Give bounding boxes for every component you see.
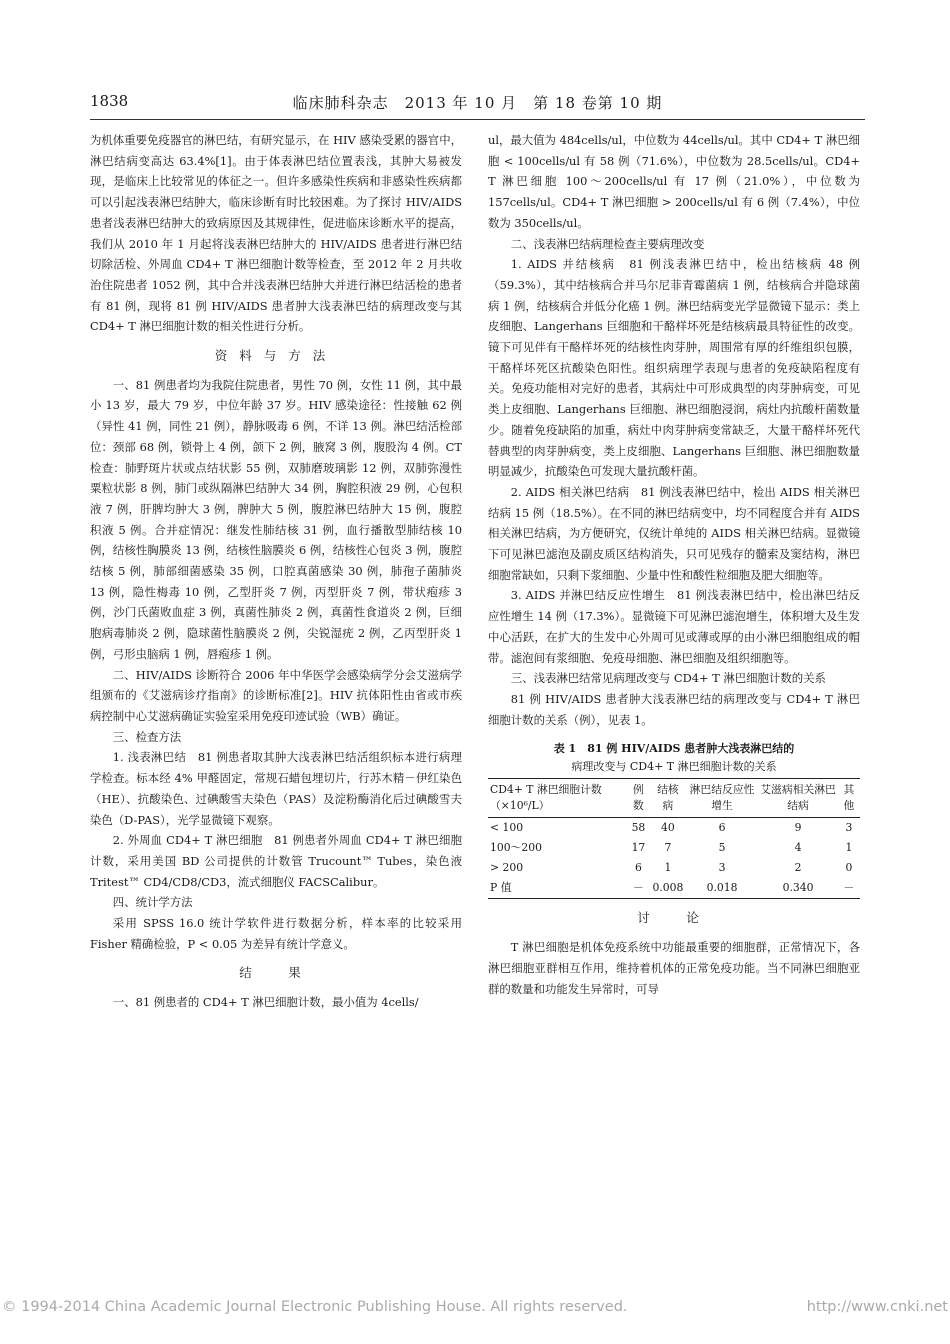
table-cell: 0 bbox=[845, 861, 853, 875]
table-cell: 40 bbox=[661, 821, 675, 835]
table-label: 表 1 bbox=[553, 742, 577, 756]
table-caption-line2: 病理改变与 CD4+ T 淋巴细胞计数的关系 bbox=[571, 760, 777, 774]
table-cell: 4 bbox=[794, 841, 802, 855]
table-cell: 58 bbox=[631, 821, 646, 835]
paragraph: 1. 浅表淋巴结 81 例患者取其肿大浅表淋巴结活组织标本进行病理学检查。标本经 4% 甲醛固定，常规石蜡包埋切片，行苏木精－伊红染色（HE）、抗酸染色、过碘酸雪夫染色（PAS）及淀粉酶消化后过碘酸雪夫染色（D-PAS），光学显微镜下观察。 bbox=[90, 750, 462, 827]
table-cell: > 200 bbox=[490, 861, 524, 875]
paragraph: 三、浅表淋巴结常见病理改变与 CD4+ T 淋巴细胞计数的关系 bbox=[510, 671, 826, 686]
table-cell: － bbox=[838, 878, 860, 899]
table-cell: 17 bbox=[631, 841, 646, 855]
table-cell: 0.008 bbox=[650, 878, 686, 899]
paragraph: T 淋巴细胞是机体免疫系统中功能最重要的细胞群，正常情况下，各淋巴细胞亚群相互作用，维持着机体的正常免疫功能。当不同淋巴细胞亚群的数量和功能发生异常时，可导 bbox=[488, 940, 860, 996]
right-column-body bbox=[488, 130, 860, 730]
table-cell: 1 bbox=[845, 841, 853, 855]
table-header-cell: 结核病 bbox=[650, 779, 686, 818]
table-header-cell: 其他 bbox=[838, 779, 860, 818]
paragraph: 2. AIDS 相关淋巴结病 81 例浅表淋巴结中，检出 AIDS 相关淋巴结病 15 例（18.5%）。在不同的淋巴结病变中，均不同程度合并有 AIDS 相关淋巴结病，为方便研究，仅统计单纯的 AIDS 相关淋巴结病。显微镜下可见淋巴滤泡及副皮质区结构消失，只可见残存的髓索及窦结构，淋巴细胞常缺如，只剩下浆细胞、少量中性和酸性粒细胞及肥大细胞等。 bbox=[488, 484, 860, 582]
table-header-cell: CD4+ T 淋巴细胞计数（×10⁶/L） bbox=[488, 779, 627, 818]
paragraph: 为机体重要免疫器官的淋巴结，有研究显示，在 HIV 感染受累的器官中，淋巴结病变高达 63.4%[1]。由于体表淋巴结位置表浅，其肿大易被发现，是临床上比较常见的体征之一。但许多感染性疾病和非感染性疾病都可以引起浅表淋巴结肿大，临床诊断有时比较困难。为了探讨 HIV/AIDS 患者浅表淋巴结肿大的致病原因及其规律性，促进临床诊断水平的提高，我们从 2010 年 1 月起将浅表淋巴结肿大的 HIV/AIDS 患者进行淋巴结切除活检、外周血 CD4+ T 淋巴细胞计数等检查，至 2012 年 2 月共收治住院患者 1052 例，其中合并浅表淋巴结肿大并进行淋巴结活检的患者有 81 例，现将 81 例 HIV/AIDS 患者肿大浅表淋巴结的病理改变与其 CD4+ T 淋巴细胞计数的相关性进行分析。 bbox=[90, 133, 462, 334]
paragraph: 三、检查方法 bbox=[112, 729, 182, 744]
table-header-cell: 淋巴结反应性增生 bbox=[686, 779, 758, 818]
copyright-notice: © 1994-2014 China Academic Journal Electronic Publishing House. All rights reserved. bbox=[2, 1299, 628, 1315]
paragraph: 81 例 HIV/AIDS 患者肿大浅表淋巴结的病理改变与 CD4+ T 淋巴细胞计数的关系（例），见表 1。 bbox=[488, 691, 860, 727]
table-cell: 9 bbox=[794, 821, 802, 835]
results-table bbox=[488, 778, 860, 899]
paragraph: 一、81 例患者的 CD4+ T 淋巴细胞计数，最小值为 4cells/ bbox=[112, 995, 419, 1010]
table-row bbox=[488, 838, 860, 858]
paragraph: 采用 SPSS 16.0 统计学软件进行数据分析，样本率的比较采用 Fisher 精确检验，P < 0.05 为差异有统计学意义。 bbox=[90, 916, 462, 951]
paragraph: 3. AIDS 并淋巴结反应性增生 81 例浅表淋巴结中，检出淋巴结反应性增生 14 例（17.3%）。显微镜下可见淋巴滤泡增生，体积增大及生发中心活跃，在扩大的生发中心外周可见或薄或厚的由小淋巴细胞组成的帽带。滤泡间有浆细胞、免疫母细胞、淋巴细胞及组织细胞等。 bbox=[488, 588, 860, 665]
table-cell: < 100 bbox=[490, 821, 524, 835]
table-cell: P 值 bbox=[488, 878, 627, 899]
table-cell: 3 bbox=[718, 861, 726, 875]
table-cell: 0.018 bbox=[686, 878, 758, 899]
paragraph: 1. AIDS 并结核病 81 例浅表淋巴结中，检出结核病 48 例（59.3%），其中结核病合并马尔尼菲青霉菌病 1 例，结核病合并隐球菌病 1 例，结核病合并低分化癌 1 例。淋巴结病变光学显微镜下显示：类上皮细胞、Langerhans 巨细胞和干酪样坏死是结核病最具特征性的改变。镜下可见伴有干酪样坏死的结核性肉芽肿，周围常有厚的纤维组织包膜，干酪样坏死区抗酸染色阳性。组织病理学表现与患者的免疫缺陷程度有关。免疫功能相对完好的患者，其病灶中可形成典型的肉芽肿病变，可见类上皮细胞、Langerhans 巨细胞、淋巴细胞浸润，病灶内抗酸杆菌数量少。随着免疫缺陷的加重，病灶中肉芽肿病变常缺乏，大量干酪样坏死代替典型的肉芽肿病变，类上皮细胞、Langerhans 巨细胞、淋巴细胞数量明显减少，抗酸染色可发现大量抗酸杆菌。 bbox=[488, 257, 860, 479]
paragraph: 四、统计学方法 bbox=[112, 895, 193, 910]
table-cell: － bbox=[627, 878, 650, 899]
table-cell: 5 bbox=[718, 841, 726, 855]
paragraph: 二、HIV/AIDS 诊断符合 2006 年中华医学会感染病学分会艾滋病学组颁布的《艾滋病诊疗指南》的诊断标准[2]。HIV 抗体阳性由省或市疾病控制中心艾滋病确证实验室采用免疫印迹试验（WB）确证。 bbox=[90, 667, 462, 723]
running-header bbox=[90, 92, 865, 116]
table-cell: 0.340 bbox=[758, 878, 838, 899]
table-caption bbox=[488, 740, 860, 776]
table-caption-line1: 81 例 HIV/AIDS 患者肿大浅表淋巴结的 bbox=[587, 742, 795, 756]
table-cell: 6 bbox=[635, 861, 642, 875]
paragraph: 一、81 例患者均为我院住院患者，男性 70 例，女性 11 例，其中最小 13 岁，最大 79 岁，中位年龄 37 岁。HIV 感染途径：性接触 62 例（异性 41 例，同性 21 例），静脉吸毒 6 例，不详 13 例。淋巴结活检部位：颈部 68 例，锁骨上 4 例，颌下 2 例，腋窝 3 例，腹股沟 4 例。CT 检查：肺野斑片状或点结状影 55 例，双肺磨玻璃影 12 例，双肺弥漫性粟粒状影 8 例，肺门或纵隔淋巴结肿大 34 例，胸腔积液 29 例，心包积液 7 例，肝脾均肿大 3 例，脾肿大 5 例，腹腔淋巴结肿大 15 例，腹腔积液 5 例。合并症情况：继发性肺结核 31 例，血行播散型肺结核 10 例，结核性胸膜炎 13 例，结核性脑膜炎 6 例，结核性心包炎 3 例，腹腔结核 5 例，肺部细菌感染 35 例，口腔真菌感染 30 例，肺孢子菌肺炎 13 例，隐性梅毒 10 例，乙型肝炎 7 例，丙型肝炎 7 例，带状疱疹 3 例，沙门氏菌败血症 3 例，真菌性肺炎 2 例，真菌性食道炎 2 例，巨细胞病毒肺炎 2 例，隐球菌性脑膜炎 2 例，尖锐湿疣 2 例，乙丙型肝炎 1 例，弓形虫脑病 1 例，唇疱疹 1 例。 bbox=[90, 377, 462, 661]
table-header-cell: 例数 bbox=[627, 779, 650, 818]
table-cell: 6 bbox=[718, 821, 726, 835]
table-row bbox=[488, 878, 860, 899]
right-column bbox=[488, 130, 860, 999]
page-number: 1838 bbox=[90, 92, 129, 110]
table-cell: 100～200 bbox=[490, 841, 543, 855]
header-rule bbox=[90, 119, 865, 120]
journal-title: 临床肺科杂志 2013 年 10 月 第 18 卷第 10 期 bbox=[292, 94, 663, 112]
table-header-cell: 艾滋病相关淋巴结病 bbox=[758, 779, 838, 818]
table-cell: 2 bbox=[794, 861, 802, 875]
table-body bbox=[488, 818, 860, 899]
table-cell: 7 bbox=[664, 841, 672, 855]
left-column bbox=[90, 130, 462, 1013]
table-header-row bbox=[488, 779, 860, 818]
discussion-section bbox=[488, 908, 860, 999]
paragraph: ul，最大值为 484cells/ul，中位数为 44cells/ul。其中 CD4+ T 淋巴细胞 < 100cells/ul 有 58 例（71.6%），中位数为 28.5cells/ul。CD4+ T 淋巴细胞 100～200cells/ul 有 17 例（21.0%），中位数为 157cells/ul。CD4+ T 淋巴细胞 > 200cells/ul 有 6 例（7.4%），中位数为 350cells/ul。 bbox=[488, 133, 860, 230]
table-row bbox=[488, 818, 860, 839]
section-heading: 讨 论 bbox=[637, 910, 711, 926]
table-cell: 1 bbox=[664, 861, 672, 875]
table-row bbox=[488, 858, 860, 878]
section-heading: 资料与方法 bbox=[214, 348, 338, 364]
section-heading: 结 果 bbox=[239, 965, 313, 981]
paragraph: 二、浅表淋巴结病理检查主要病理改变 bbox=[510, 236, 705, 251]
table-cell: 3 bbox=[845, 821, 853, 835]
paragraph: 2. 外周血 CD4+ T 淋巴细胞 81 例患者外周血 CD4+ T 淋巴细胞计数，采用美国 BD 公司提供的计数管 Trucount™ Tubes，染色液 Tritest™ CD4/CD8/CD3，流式细胞仪 FACSCalibur。 bbox=[90, 833, 462, 889]
footer-url: http://www.cnki.net bbox=[806, 1299, 948, 1315]
